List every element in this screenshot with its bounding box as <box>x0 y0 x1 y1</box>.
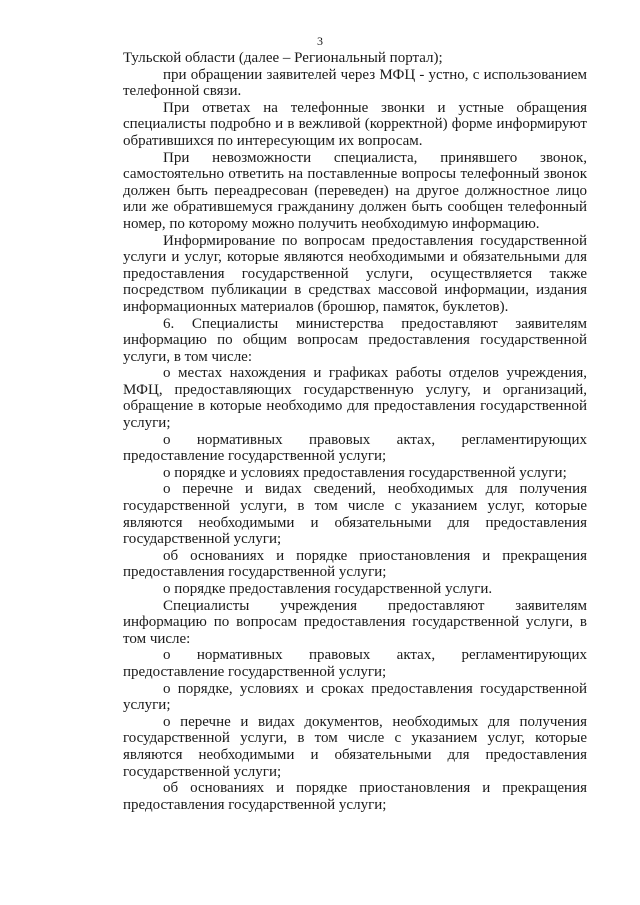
list-item: о порядке предоставления государственной услуги. <box>163 581 493 597</box>
list-item: об основаниях и порядке приостановления и прекращения предоставления государственной услуги; <box>123 780 587 813</box>
paragraph: Тульской области (далее – Региональный портал); <box>123 50 443 66</box>
paragraph: Информирование по вопросам предоставления государственной услуги и услуг, которые являются необходимыми и обязательными для предоставления государственной услуги, осуществляется также посредством публикации в средствах массовой информации, издания информационных материалов (брошюр, памяток, буклетов). <box>123 232 587 315</box>
paragraph: Специалисты учреждения предоставляют заявителям информацию по вопросам предоставления государственной услуги, в том числе: <box>123 597 587 647</box>
list-item: о местах нахождения и графиках работы отделов учреждения, МФЦ, предоставляющих государственную услугу, и организаций, обращение в которые необходимо для предоставления государственной услуги; <box>123 365 587 432</box>
list-item: о перечне и видах документов, необходимых для получения государственной услуги, в том числе с указанием услуг, которые являются необходимыми и обязательными для предоставления государственной услуги; <box>123 713 587 780</box>
paragraph: при обращении заявителей через МФЦ - устно, с использованием телефонной связи. <box>123 66 587 100</box>
page-number: 3 <box>317 34 323 48</box>
list-item: о порядке и условиях предоставления государственной услуги; <box>163 464 567 481</box>
list-item: о перечне и видах сведений, необходимых для получения государственной услуги, в том числе с указанием услуг, которые являются необходимыми и обязательными для предоставления государственной услуги; <box>123 481 587 548</box>
list-item: о нормативных правовых актах, регламентирующих предоставление государственной услуги; <box>123 431 587 465</box>
list-item: о порядке, условиях и сроках предоставления государственной услуги; <box>123 680 587 714</box>
paragraph: При ответах на телефонные звонки и устные обращения специалисты подробно и в вежливой (корректной) форме информируют обратившихся по интересующим их вопросам. <box>123 99 587 149</box>
paragraph: При невозможности специалиста, принявшего звонок, самостоятельно ответить на поставленные вопросы телефонный звонок должен быть переадресован (переведен) на другое должностное лицо или же обратившемуся гражданину должен быть сообщен телефонный номер, по которому можно получить необходимую информацию. <box>123 149 587 232</box>
list-item: об основаниях и порядке приостановления и прекращения предоставления государственной услуги; <box>123 547 587 581</box>
list-item: о нормативных правовых актах, регламентирующих предоставление государственной услуги; <box>123 647 587 680</box>
paragraph: 6. Специалисты министерства предоставляют заявителям информацию по общим вопросам предоставления государственной услуги, в том числе: <box>123 315 587 365</box>
document-body <box>123 50 587 813</box>
